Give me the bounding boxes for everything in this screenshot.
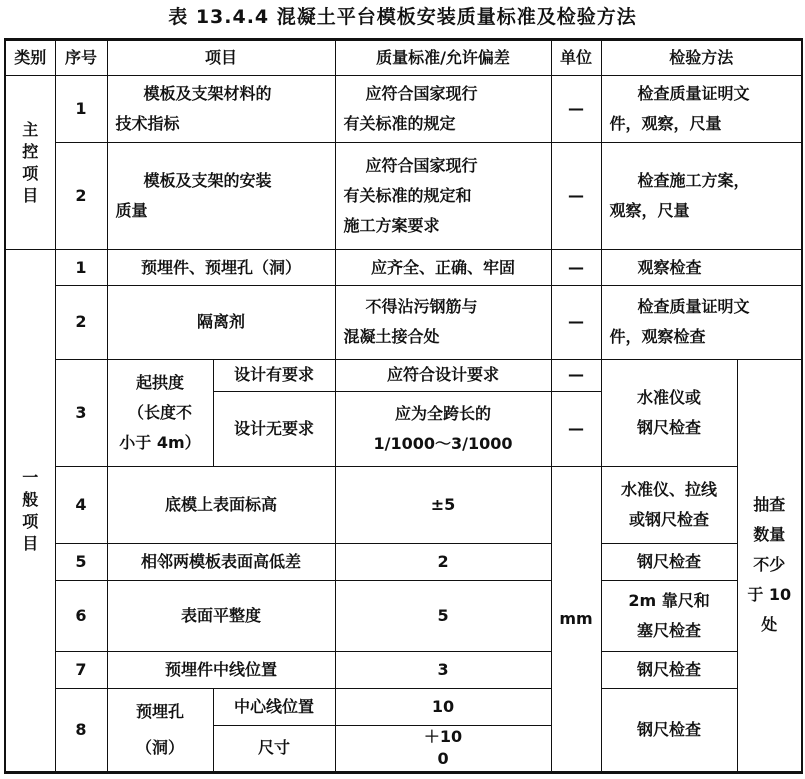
category-general <box>5 250 55 773</box>
standard-cell: 10 <box>335 689 551 726</box>
method-line: 检查质量证明文 <box>637 297 750 317</box>
table-row <box>5 544 802 581</box>
standard-cell: 5 <box>335 581 551 652</box>
item-line: （长度不 <box>127 402 192 422</box>
method-cell <box>601 581 737 652</box>
sub-item-cell: 设计有要求 <box>213 359 335 392</box>
table-row <box>5 466 802 544</box>
method-cell <box>601 466 737 544</box>
method-line: 或钢尺检查 <box>629 509 710 529</box>
unit-cell: — <box>551 359 601 392</box>
table-row <box>5 689 802 726</box>
item-line: 起拱度 <box>135 372 184 392</box>
method-text: 观察检查 <box>637 257 702 277</box>
standard-line: ＋10 <box>423 727 463 747</box>
seq-cell: 1 <box>55 75 107 142</box>
standard-line: 应符合国家现行 <box>365 83 478 103</box>
seq-cell: 8 <box>55 689 107 773</box>
item-line: 质量 <box>115 201 148 221</box>
method-line: 检查施工方案， <box>637 171 750 191</box>
category-char: 目 <box>22 185 39 205</box>
unit-cell: — <box>551 392 601 467</box>
standard-line: 不得沾污钢筋与 <box>365 297 478 317</box>
seq-cell: 7 <box>55 652 107 689</box>
method-cell <box>601 143 802 250</box>
category-char: 项 <box>22 163 39 183</box>
sampling-cell <box>737 359 802 773</box>
sub-item-cell: 中心线位置 <box>213 689 335 726</box>
sampling-line: 于 10 <box>747 585 792 605</box>
standard-line: 应符合国家现行 <box>365 156 478 176</box>
header-category: 类别 <box>5 40 55 76</box>
item-line: 模板及支架材料的 <box>143 83 272 103</box>
item-cell: 预埋件、预埋孔（洞） <box>107 250 335 286</box>
category-main-control <box>5 75 55 250</box>
header-standard: 质量标准/允许偏差 <box>335 40 551 76</box>
seq-cell: 2 <box>55 143 107 250</box>
standard-cell <box>335 143 551 250</box>
method-line: 水准仪、拉线 <box>621 479 718 499</box>
table-row <box>5 286 802 360</box>
seq-cell: 4 <box>55 466 107 544</box>
item-cell <box>107 359 213 466</box>
category-char: 项 <box>22 511 39 531</box>
unit-cell-mm: mm <box>551 466 601 772</box>
item-cell <box>107 689 213 773</box>
method-line: 塞尺检查 <box>637 621 702 641</box>
category-char: 般 <box>22 489 39 509</box>
item-line: 技术指标 <box>115 113 180 133</box>
sampling-line: 处 <box>761 615 778 635</box>
seq-cell: 6 <box>55 581 107 652</box>
header-item: 项目 <box>107 40 335 76</box>
method-line: 钢尺检查 <box>637 417 702 437</box>
standard-cell: ±5 <box>335 466 551 544</box>
standard-line: 应为全跨长的 <box>395 403 492 423</box>
standard-line: 有关标准的规定 <box>343 113 456 133</box>
standard-line: 有关标准的规定和 <box>343 186 472 206</box>
category-char: 目 <box>22 533 39 553</box>
method-line: 检查质量证明文 <box>637 83 750 103</box>
item-cell: 预埋件中线位置 <box>107 652 335 689</box>
item-cell <box>107 75 335 142</box>
sampling-line: 抽查 <box>753 495 786 515</box>
category-char: 主 <box>22 119 39 139</box>
unit-cell: — <box>551 250 601 286</box>
standard-line: 混凝土接合处 <box>343 327 440 347</box>
method-line: 件，观察，尺量 <box>609 113 722 133</box>
method-line: 水准仪或 <box>637 387 702 407</box>
method-line: 2m 靠尺和 <box>628 591 710 611</box>
seq-cell: 3 <box>55 359 107 466</box>
table-row <box>5 652 802 689</box>
item-cell: 隔离剂 <box>107 286 335 360</box>
unit-cell: — <box>551 75 601 142</box>
unit-cell: — <box>551 143 601 250</box>
header-seq: 序号 <box>55 40 107 76</box>
header-unit: 单位 <box>551 40 601 76</box>
table-row <box>5 143 802 250</box>
standard-line: 0 <box>437 749 449 769</box>
method-line: 观察，尺量 <box>609 201 690 221</box>
table-title: 表 13.4.4 混凝土平台模板安装质量标准及检验方法 <box>168 6 637 28</box>
category-char: 控 <box>22 141 39 161</box>
table-row <box>5 359 802 392</box>
item-cell <box>107 143 335 250</box>
standard-cell: 3 <box>335 652 551 689</box>
method-line: 件，观察检查 <box>609 327 706 347</box>
standard-cell <box>335 75 551 142</box>
item-cell: 相邻两模板表面高低差 <box>107 544 335 581</box>
item-cell: 表面平整度 <box>107 581 335 652</box>
method-cell: 钢尺检查 <box>601 689 737 773</box>
table-row <box>5 581 802 652</box>
standard-line: 1/1000～3/1000 <box>373 433 513 453</box>
sub-item-cell: 尺寸 <box>213 725 335 772</box>
item-cell: 底模上表面标高 <box>107 466 335 544</box>
standard-cell: 应符合设计要求 <box>335 359 551 392</box>
seq-cell: 2 <box>55 286 107 360</box>
header-method: 检验方法 <box>601 40 802 76</box>
method-cell: 钢尺检查 <box>601 652 737 689</box>
category-char: 一 <box>22 467 39 487</box>
standard-cell <box>335 392 551 467</box>
method-cell <box>601 359 737 466</box>
table-row <box>5 75 802 142</box>
method-cell <box>601 250 802 286</box>
header-row <box>5 40 802 76</box>
seq-cell: 5 <box>55 544 107 581</box>
method-cell <box>601 75 802 142</box>
standard-cell <box>335 725 551 772</box>
item-line: 模板及支架的安装 <box>143 171 272 191</box>
quality-standard-table <box>4 38 803 774</box>
item-line: 小于 4m） <box>119 432 201 452</box>
standard-cell: 应齐全、正确、牢固 <box>335 250 551 286</box>
method-cell: 钢尺检查 <box>601 544 737 581</box>
standard-line: 施工方案要求 <box>343 216 440 236</box>
standard-cell <box>335 286 551 360</box>
sampling-line: 不少 <box>753 555 786 575</box>
sampling-line: 数量 <box>753 525 786 545</box>
unit-cell: — <box>551 286 601 360</box>
item-line: （洞） <box>135 738 184 758</box>
item-line: 预埋孔 <box>135 702 184 722</box>
standard-cell: 2 <box>335 544 551 581</box>
seq-cell: 1 <box>55 250 107 286</box>
quality-standard-table-wrapper <box>4 38 801 774</box>
table-row <box>5 250 802 286</box>
sub-item-cell: 设计无要求 <box>213 392 335 467</box>
method-cell <box>601 286 802 360</box>
